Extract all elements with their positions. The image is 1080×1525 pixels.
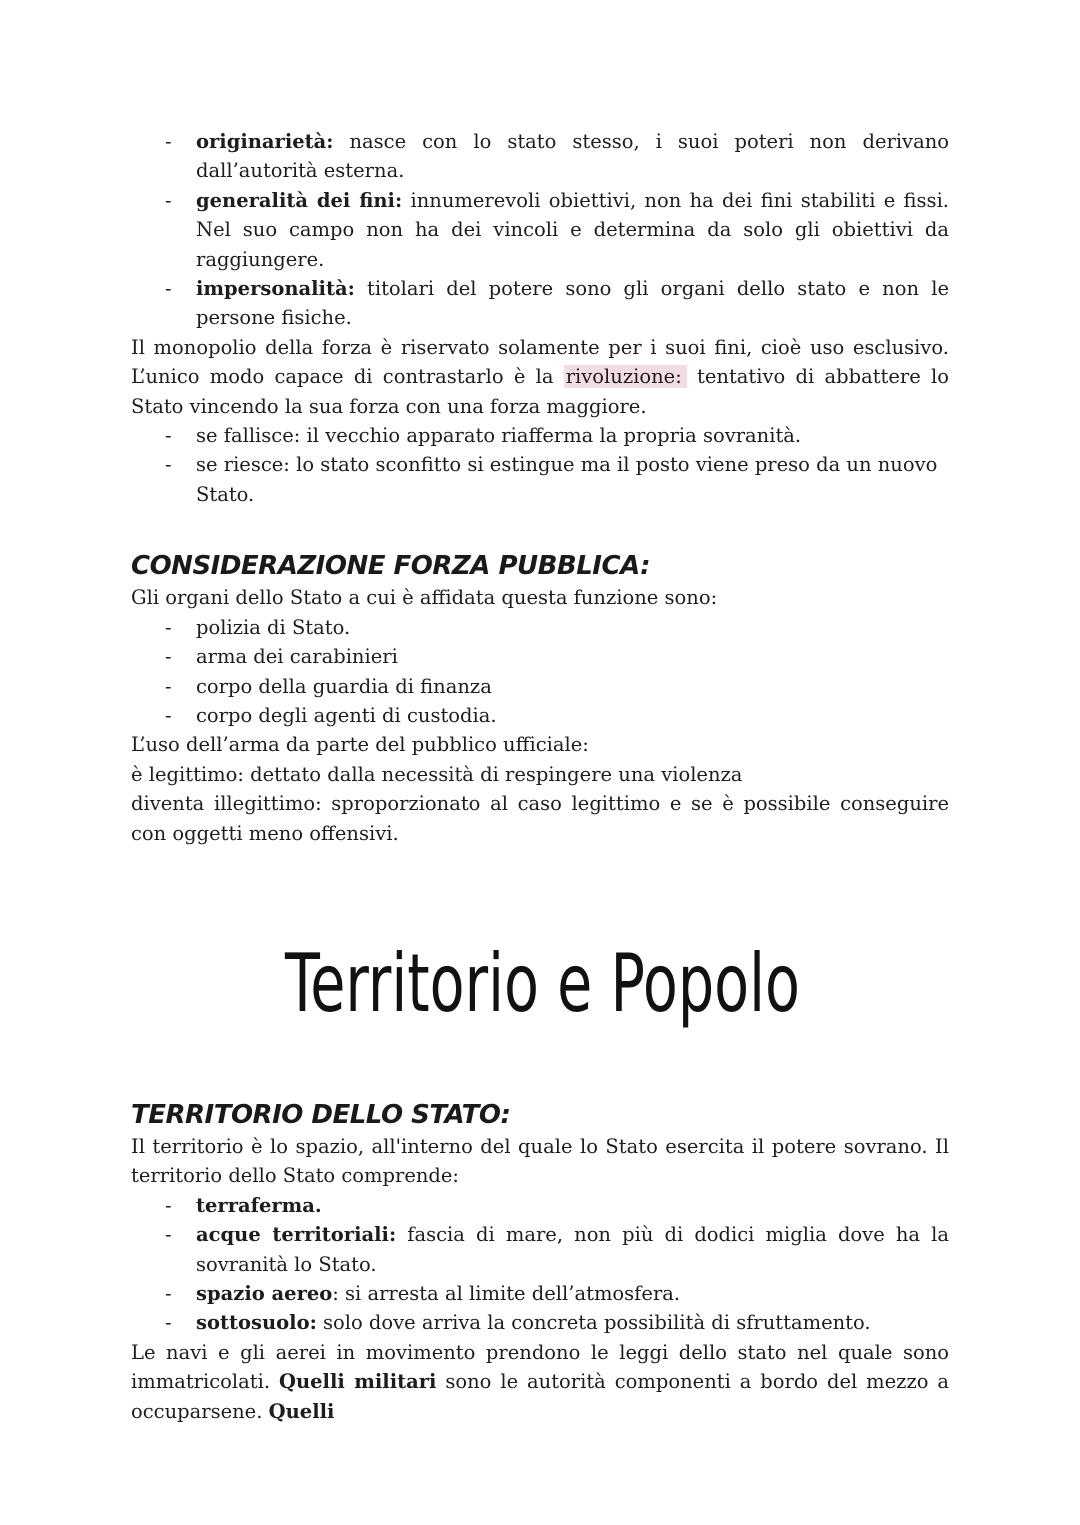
power-characteristics-list bbox=[131, 127, 949, 333]
list-item: - corpo della guardia di finanza bbox=[131, 672, 949, 701]
paragraph: Gli organi dello Stato a cui è affidata questa funzione sono: bbox=[131, 586, 718, 610]
list-item: - sottosuolo: solo dove arriva la concreta possibilità di sfruttamento. bbox=[131, 1308, 949, 1337]
list-item: - acque territoriali: fascia di mare, non più di dodici miglia dove ha la sovranità lo Stato. bbox=[131, 1220, 949, 1279]
paragraph: Il territorio è lo spazio, all'interno del quale lo Stato esercita il potere sovrano. Il territorio dello Stato comprende: bbox=[131, 1134, 949, 1188]
list-item: - se fallisce: il vecchio apparato riafferma la propria sovranità. bbox=[131, 421, 949, 450]
handwritten-title-svg bbox=[285, 893, 805, 1093]
list-item: - terraferma. bbox=[131, 1191, 949, 1220]
list-item: - originarietà: nasce con lo stato stesso, i suoi poteri non derivano dall’autorità esterna. bbox=[131, 127, 949, 186]
paragraph: Le navi e gli aerei in movimento prendono le leggi dello stato nel quale sono immatricolati. Quelli militari sono le autorità componenti a bordo del mezzo a occuparsene. Quelli bbox=[131, 1340, 949, 1423]
section-heading: CONSIDERAZIONE FORZA PUBBLICA: bbox=[131, 551, 651, 582]
public-force-organs-list bbox=[131, 613, 949, 731]
monopoly-paragraph: Il monopolio della forza è riservato solamente per i suoi fini, cioè uso esclusivo. L’unico modo capace di contrastarlo è la rivoluzione: tentativo di abbattere lo Stato vincendo la sua forza con una forza maggiore. bbox=[131, 335, 949, 418]
territory-components-list bbox=[131, 1191, 949, 1338]
section-heading: TERRITORIO DELLO STATO: bbox=[131, 1099, 511, 1130]
page-content bbox=[131, 127, 949, 1426]
paragraph: diventa illegittimo: sproporzionato al caso legittimo e se è possibile conseguire con oggetti meno offensivi. bbox=[131, 792, 949, 845]
paragraph: è legittimo: dettato dalla necessità di respingere una violenza bbox=[131, 762, 743, 786]
list-item: - generalità dei fini: innumerevoli obiettivi, non ha dei fini stabiliti e fissi. Nel suo campo non ha dei vincoli e determina da solo gli obiettivi da raggiungere. bbox=[131, 186, 949, 274]
paragraph: L’uso dell’arma da parte del pubblico ufficiale: bbox=[131, 733, 589, 757]
list-item: - polizia di Stato. bbox=[131, 613, 949, 642]
list-item: - se riesce: lo stato sconfitto si estingue ma il posto viene preso da un nuovo Stato. bbox=[131, 450, 949, 509]
highlighted-term: rivoluzione: bbox=[564, 365, 687, 388]
handwritten-title-text: Territorio e Popolo bbox=[284, 936, 800, 1030]
list-item: - corpo degli agenti di custodia. bbox=[131, 701, 949, 730]
list-item: - spazio aereo: si arresta al limite dell’atmosfera. bbox=[131, 1279, 949, 1308]
handwritten-title bbox=[131, 848, 949, 1098]
revolution-outcomes-list bbox=[131, 421, 949, 509]
list-item: - impersonalità: titolari del potere sono gli organi dello stato e non le persone fisiche. bbox=[131, 274, 949, 333]
list-item: - arma dei carabinieri bbox=[131, 642, 949, 671]
